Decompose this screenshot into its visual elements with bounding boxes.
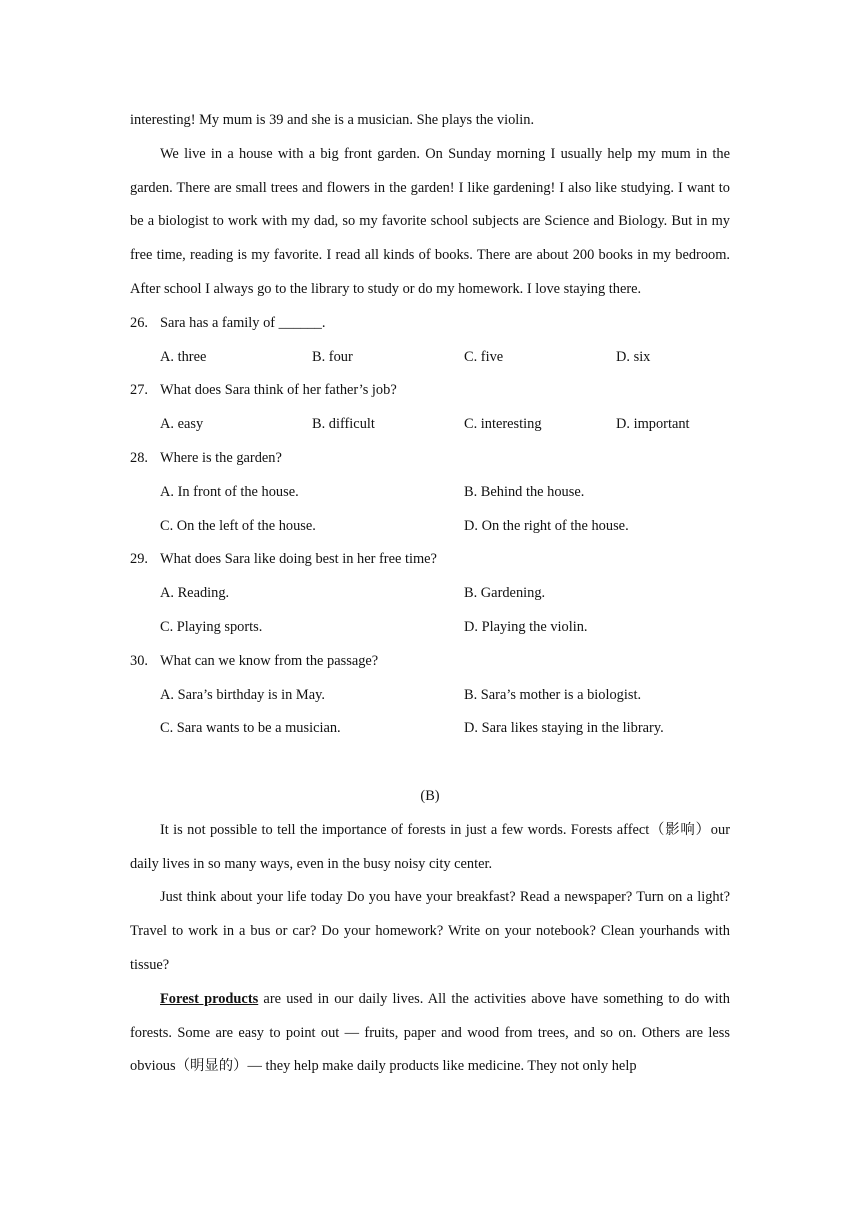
passage-b-paragraph-2: Just think about your life today Do you have your breakfast? Read a newspaper? Turn on a light? Travel to work in a bus or car? Do your homework? Write on your notebook? Clean yourhands with tissue? [130, 889, 730, 973]
question-29 [130, 543, 730, 577]
question-29-options-row-1 [130, 577, 730, 611]
question-28-options-row-1 [130, 476, 730, 510]
question-30 [130, 645, 730, 679]
option-c: C. On the left of the house. [160, 517, 316, 534]
passage-b-paragraph-1: It is not possible to tell the importance of forests in just a few words. Forests affect（影响）our daily lives in so many ways, even in the busy noisy city center. [130, 821, 730, 872]
option-a: A. three [160, 348, 207, 365]
question-text: What does Sara like doing best in her free time? [160, 551, 437, 568]
forest-products-term: Forest products [160, 990, 259, 1007]
option-c: C. interesting [464, 416, 542, 433]
question-number: 26. [130, 314, 148, 331]
question-29-options-row-2 [130, 611, 730, 645]
question-text: Where is the garden? [160, 449, 282, 466]
question-27-options [130, 408, 730, 442]
passage-a-paragraph-2: We live in a house with a big front garden. On Sunday morning I usually help my mum in the garden. There are small trees and flowers in the garden! I like gardening! I also like studying. I want to be a biologist to work with my dad, so my favorite school subjects are Science and Biology. But in my free time, reading is my favorite. I read all kinds of books. There are about 200 books in my bedroom. After school I always go to the library to study or do my homework. I love staying there. [130, 145, 730, 297]
question-28 [130, 442, 730, 476]
passage-b-paragraph-3 [130, 983, 730, 1084]
question-text: Sara has a family of ______. [160, 314, 326, 331]
question-text: What does Sara think of her father’s job? [160, 382, 397, 399]
document-page [130, 104, 730, 1084]
question-26 [130, 307, 730, 341]
question-number: 28. [130, 449, 148, 466]
option-d: D. six [616, 348, 651, 365]
option-d: D. important [616, 416, 690, 433]
option-a: A. Sara’s birthday is in May. [160, 686, 325, 703]
question-26-options [130, 341, 730, 375]
option-b: B. Gardening. [464, 585, 546, 602]
option-d: D. Sara likes staying in the library. [464, 720, 664, 737]
question-text: What can we know from the passage? [160, 652, 379, 669]
option-b: B. four [312, 348, 353, 365]
option-b: B. difficult [312, 416, 375, 433]
option-b: B. Behind the house. [464, 483, 585, 500]
passage-b-paragraph-3-text: are used in our daily lives. All the activities above have something to do with forests. Some are easy to point out — fruits, paper and wood from trees, and so on. Others are less obvious（明显的）— they help make daily products like medicine. They not only help [130, 990, 730, 1075]
question-30-options-row-2 [130, 712, 730, 746]
option-c: C. five [464, 348, 504, 365]
option-c: C. Playing sports. [160, 618, 263, 635]
question-28-options-row-2 [130, 510, 730, 544]
option-b: B. Sara’s mother is a biologist. [464, 686, 642, 703]
option-a: A. easy [160, 416, 204, 433]
section-heading: (B) [420, 787, 440, 804]
question-number: 30. [130, 652, 148, 669]
question-number: 29. [130, 551, 148, 568]
question-number: 27. [130, 382, 148, 399]
option-d: D. Playing the violin. [464, 618, 588, 635]
option-d: D. On the right of the house. [464, 517, 629, 534]
passage-a-first-line: interesting! My mum is 39 and she is a musician. She plays the violin. [130, 112, 535, 128]
option-a: A. In front of the house. [160, 483, 299, 500]
option-c: C. Sara wants to be a musician. [160, 720, 341, 737]
question-27 [130, 374, 730, 408]
option-a: A. Reading. [160, 585, 230, 602]
question-30-options-row-1 [130, 679, 730, 713]
